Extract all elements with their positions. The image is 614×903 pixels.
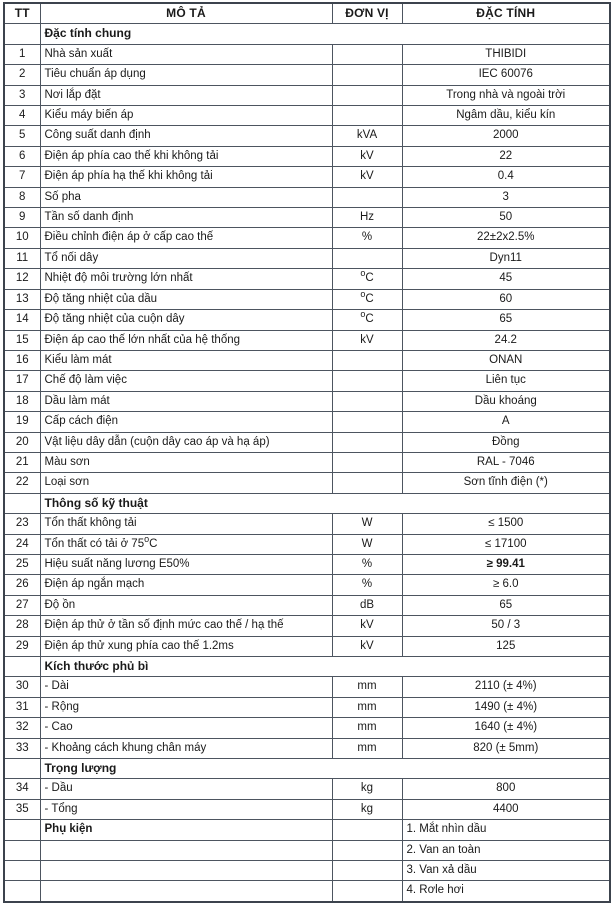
table-row bbox=[4, 718, 610, 738]
table-row bbox=[4, 514, 610, 534]
column-header-tt: TT bbox=[4, 3, 40, 24]
accessory-unit-spacer bbox=[332, 861, 402, 881]
row-description: - Tổng bbox=[40, 799, 332, 819]
row-index: 5 bbox=[4, 126, 40, 146]
accessory-tt-spacer bbox=[4, 820, 40, 840]
row-index: 19 bbox=[4, 412, 40, 432]
row-value: 3 bbox=[402, 187, 610, 207]
accessory-tt-spacer bbox=[4, 840, 40, 860]
section-header-row bbox=[4, 493, 610, 513]
table-body bbox=[4, 24, 610, 902]
row-value: ≥ 99.41 bbox=[402, 554, 610, 574]
row-index: 7 bbox=[4, 167, 40, 187]
table-row bbox=[4, 534, 610, 554]
row-value: Sơn tĩnh điện (*) bbox=[402, 473, 610, 493]
section-title: Trọng lượng bbox=[40, 759, 610, 779]
row-unit: W bbox=[332, 514, 402, 534]
table-header bbox=[4, 3, 610, 24]
table-row bbox=[4, 167, 610, 187]
table-row bbox=[4, 779, 610, 799]
row-description: Nơi lắp đặt bbox=[40, 85, 332, 105]
table-row bbox=[4, 289, 610, 309]
row-description: - Khoảng cách khung chân máy bbox=[40, 738, 332, 758]
row-description: Chế độ làm việc bbox=[40, 371, 332, 391]
header-row bbox=[4, 3, 610, 24]
accessory-desc-spacer bbox=[40, 881, 332, 902]
row-unit: Hz bbox=[332, 208, 402, 228]
row-description: Công suất danh định bbox=[40, 126, 332, 146]
column-header-characteristic: ĐẶC TÍNH bbox=[402, 3, 610, 24]
section-tt-spacer bbox=[4, 759, 40, 779]
row-unit: % bbox=[332, 554, 402, 574]
row-value: 22±2x2.5% bbox=[402, 228, 610, 248]
row-index: 16 bbox=[4, 350, 40, 370]
row-value: 125 bbox=[402, 636, 610, 656]
row-description: Điện áp phía cao thế khi không tải bbox=[40, 146, 332, 166]
row-description: Điện áp ngắn mạch bbox=[40, 575, 332, 595]
row-description: Cấp cách điện bbox=[40, 412, 332, 432]
row-index: 12 bbox=[4, 269, 40, 289]
row-description: - Dài bbox=[40, 677, 332, 697]
table-row bbox=[4, 85, 610, 105]
accessory-tt-spacer bbox=[4, 881, 40, 902]
row-unit bbox=[332, 391, 402, 411]
table-row bbox=[4, 187, 610, 207]
section-title: Thông số kỹ thuật bbox=[40, 493, 610, 513]
table-row bbox=[4, 208, 610, 228]
row-value: 0.4 bbox=[402, 167, 610, 187]
row-description: Vật liệu dây dẫn (cuộn dây cao áp và hạ áp) bbox=[40, 432, 332, 452]
row-unit bbox=[332, 248, 402, 268]
row-unit bbox=[332, 412, 402, 432]
table-row bbox=[4, 248, 610, 268]
row-unit: mm bbox=[332, 677, 402, 697]
table-row bbox=[4, 473, 610, 493]
row-description: Tổn thất có tải ở 75$^o$C bbox=[40, 534, 332, 554]
row-value: 2000 bbox=[402, 126, 610, 146]
row-unit bbox=[332, 473, 402, 493]
row-value: Dầu khoáng bbox=[402, 391, 610, 411]
row-description: Kiểu làm mát bbox=[40, 350, 332, 370]
row-value: 1640 (± 4%) bbox=[402, 718, 610, 738]
row-description: Tổ nối dây bbox=[40, 248, 332, 268]
row-unit bbox=[332, 44, 402, 64]
row-description: Tổn thất không tải bbox=[40, 514, 332, 534]
accessory-unit-spacer bbox=[332, 820, 402, 840]
table-row bbox=[4, 65, 610, 85]
row-index: 14 bbox=[4, 310, 40, 330]
table-row bbox=[4, 228, 610, 248]
row-index: 11 bbox=[4, 248, 40, 268]
row-index: 34 bbox=[4, 779, 40, 799]
row-description: Màu sơn bbox=[40, 452, 332, 472]
row-value: Trong nhà và ngoài trời bbox=[402, 85, 610, 105]
row-description: - Dầu bbox=[40, 779, 332, 799]
section-tt-spacer bbox=[4, 493, 40, 513]
row-value: 4400 bbox=[402, 799, 610, 819]
row-value: Dyn11 bbox=[402, 248, 610, 268]
row-value: IEC 60076 bbox=[402, 65, 610, 85]
row-description: Dầu làm mát bbox=[40, 391, 332, 411]
row-description: Điện áp thử xung phía cao thế 1.2ms bbox=[40, 636, 332, 656]
row-description: Tiêu chuẩn áp dụng bbox=[40, 65, 332, 85]
section-header-row bbox=[4, 759, 610, 779]
table-row bbox=[4, 554, 610, 574]
row-index: 32 bbox=[4, 718, 40, 738]
accessory-row bbox=[4, 881, 610, 902]
row-description: - Cao bbox=[40, 718, 332, 738]
row-unit bbox=[332, 452, 402, 472]
row-unit: mm bbox=[332, 738, 402, 758]
row-index: 9 bbox=[4, 208, 40, 228]
row-value: 65 bbox=[402, 310, 610, 330]
section-tt-spacer bbox=[4, 24, 40, 44]
row-index: 15 bbox=[4, 330, 40, 350]
table-row bbox=[4, 310, 610, 330]
row-value: RAL - 7046 bbox=[402, 452, 610, 472]
row-index: 23 bbox=[4, 514, 40, 534]
row-index: 21 bbox=[4, 452, 40, 472]
accessory-tt-spacer bbox=[4, 861, 40, 881]
row-value: 24.2 bbox=[402, 330, 610, 350]
row-value: 1490 (± 4%) bbox=[402, 697, 610, 717]
table-row bbox=[4, 106, 610, 126]
row-description: Nhiệt độ môi trường lớn nhất bbox=[40, 269, 332, 289]
accessory-item: 4. Rơle hơi bbox=[402, 881, 610, 902]
row-index: 31 bbox=[4, 697, 40, 717]
row-index: 13 bbox=[4, 289, 40, 309]
table-row bbox=[4, 432, 610, 452]
row-description: Điện áp cao thế lớn nhất của hệ thống bbox=[40, 330, 332, 350]
row-unit: kVA bbox=[332, 126, 402, 146]
table-row bbox=[4, 350, 610, 370]
row-unit: kg bbox=[332, 779, 402, 799]
table-row bbox=[4, 44, 610, 64]
row-index: 18 bbox=[4, 391, 40, 411]
row-unit: dB bbox=[332, 595, 402, 615]
row-index: 3 bbox=[4, 85, 40, 105]
row-unit: kV bbox=[332, 616, 402, 636]
row-unit: kV bbox=[332, 330, 402, 350]
row-index: 22 bbox=[4, 473, 40, 493]
row-unit bbox=[332, 371, 402, 391]
table-row bbox=[4, 126, 610, 146]
row-unit: W bbox=[332, 534, 402, 554]
accessory-desc-spacer bbox=[40, 861, 332, 881]
row-index: 27 bbox=[4, 595, 40, 615]
row-index: 30 bbox=[4, 677, 40, 697]
specification-table bbox=[3, 2, 611, 903]
accessory-item: 3. Van xả dầu bbox=[402, 861, 610, 881]
row-value: 50 bbox=[402, 208, 610, 228]
table-row bbox=[4, 697, 610, 717]
row-value: Đồng bbox=[402, 432, 610, 452]
row-value: ≥ 6.0 bbox=[402, 575, 610, 595]
row-value: 60 bbox=[402, 289, 610, 309]
row-description: Loại sơn bbox=[40, 473, 332, 493]
row-value: 65 bbox=[402, 595, 610, 615]
row-value: Liên tục bbox=[402, 371, 610, 391]
table-row bbox=[4, 452, 610, 472]
accessories-title: Phụ kiện bbox=[40, 820, 332, 840]
table-row bbox=[4, 146, 610, 166]
row-description: Điện áp thử ở tần số định mức cao thế / hạ thế bbox=[40, 616, 332, 636]
row-index: 20 bbox=[4, 432, 40, 452]
row-unit: % bbox=[332, 575, 402, 595]
row-unit: kg bbox=[332, 799, 402, 819]
row-value: A bbox=[402, 412, 610, 432]
table-row bbox=[4, 799, 610, 819]
row-description: Độ ồn bbox=[40, 595, 332, 615]
table-row bbox=[4, 269, 610, 289]
table-row bbox=[4, 330, 610, 350]
row-description: Kiểu máy biến áp bbox=[40, 106, 332, 126]
row-description: Độ tăng nhiệt của cuộn dây bbox=[40, 310, 332, 330]
section-header-row bbox=[4, 24, 610, 44]
row-value: 45 bbox=[402, 269, 610, 289]
section-title: Đặc tính chung bbox=[40, 24, 610, 44]
row-unit: $^o$C bbox=[332, 289, 402, 309]
accessory-unit-spacer bbox=[332, 881, 402, 902]
row-index: 8 bbox=[4, 187, 40, 207]
row-index: 25 bbox=[4, 554, 40, 574]
row-value: 50 / 3 bbox=[402, 616, 610, 636]
accessory-row bbox=[4, 820, 610, 840]
row-value: ≤ 17100 bbox=[402, 534, 610, 554]
row-unit bbox=[332, 187, 402, 207]
accessory-unit-spacer bbox=[332, 840, 402, 860]
row-unit: mm bbox=[332, 697, 402, 717]
section-header-row bbox=[4, 657, 610, 677]
row-index: 17 bbox=[4, 371, 40, 391]
row-index: 2 bbox=[4, 65, 40, 85]
table-row bbox=[4, 412, 610, 432]
row-index: 33 bbox=[4, 738, 40, 758]
row-unit: $^o$C bbox=[332, 269, 402, 289]
row-unit bbox=[332, 65, 402, 85]
row-description: Điện áp phía hạ thế khi không tải bbox=[40, 167, 332, 187]
row-index: 29 bbox=[4, 636, 40, 656]
table-row bbox=[4, 677, 610, 697]
row-unit bbox=[332, 350, 402, 370]
row-value: 820 (± 5mm) bbox=[402, 738, 610, 758]
row-value: 2110 (± 4%) bbox=[402, 677, 610, 697]
section-tt-spacer bbox=[4, 657, 40, 677]
section-title: Kích thước phủ bì bbox=[40, 657, 610, 677]
column-header-description: MÔ TẢ bbox=[40, 3, 332, 24]
row-value: ONAN bbox=[402, 350, 610, 370]
row-value: 22 bbox=[402, 146, 610, 166]
table-row bbox=[4, 616, 610, 636]
row-index: 35 bbox=[4, 799, 40, 819]
row-index: 10 bbox=[4, 228, 40, 248]
row-index: 24 bbox=[4, 534, 40, 554]
row-unit bbox=[332, 432, 402, 452]
row-value: 800 bbox=[402, 779, 610, 799]
column-header-unit: ĐƠN VỊ bbox=[332, 3, 402, 24]
table-row bbox=[4, 636, 610, 656]
row-unit: kV bbox=[332, 636, 402, 656]
table-row bbox=[4, 371, 610, 391]
table-row bbox=[4, 391, 610, 411]
table-row bbox=[4, 595, 610, 615]
table-row bbox=[4, 575, 610, 595]
row-index: 4 bbox=[4, 106, 40, 126]
row-unit: $^o$C bbox=[332, 310, 402, 330]
row-description: Độ tăng nhiệt của dầu bbox=[40, 289, 332, 309]
row-description: Điều chỉnh điện áp ở cấp cao thế bbox=[40, 228, 332, 248]
row-description: Tần số danh định bbox=[40, 208, 332, 228]
row-unit: kV bbox=[332, 146, 402, 166]
row-description: Số pha bbox=[40, 187, 332, 207]
row-value: THIBIDI bbox=[402, 44, 610, 64]
row-description: Hiệu suất năng lương E50% bbox=[40, 554, 332, 574]
table-row bbox=[4, 738, 610, 758]
row-index: 1 bbox=[4, 44, 40, 64]
row-index: 6 bbox=[4, 146, 40, 166]
accessory-row bbox=[4, 861, 610, 881]
row-description: - Rộng bbox=[40, 697, 332, 717]
row-unit bbox=[332, 85, 402, 105]
accessory-item: 1. Mắt nhìn dầu bbox=[402, 820, 610, 840]
row-unit bbox=[332, 106, 402, 126]
row-value: Ngâm dầu, kiểu kín bbox=[402, 106, 610, 126]
accessory-row bbox=[4, 840, 610, 860]
row-index: 28 bbox=[4, 616, 40, 636]
row-unit: % bbox=[332, 228, 402, 248]
row-index: 26 bbox=[4, 575, 40, 595]
row-unit: kV bbox=[332, 167, 402, 187]
row-value: ≤ 1500 bbox=[402, 514, 610, 534]
accessory-desc-spacer bbox=[40, 840, 332, 860]
accessory-item: 2. Van an toàn bbox=[402, 840, 610, 860]
row-description: Nhà sản xuất bbox=[40, 44, 332, 64]
row-unit: mm bbox=[332, 718, 402, 738]
